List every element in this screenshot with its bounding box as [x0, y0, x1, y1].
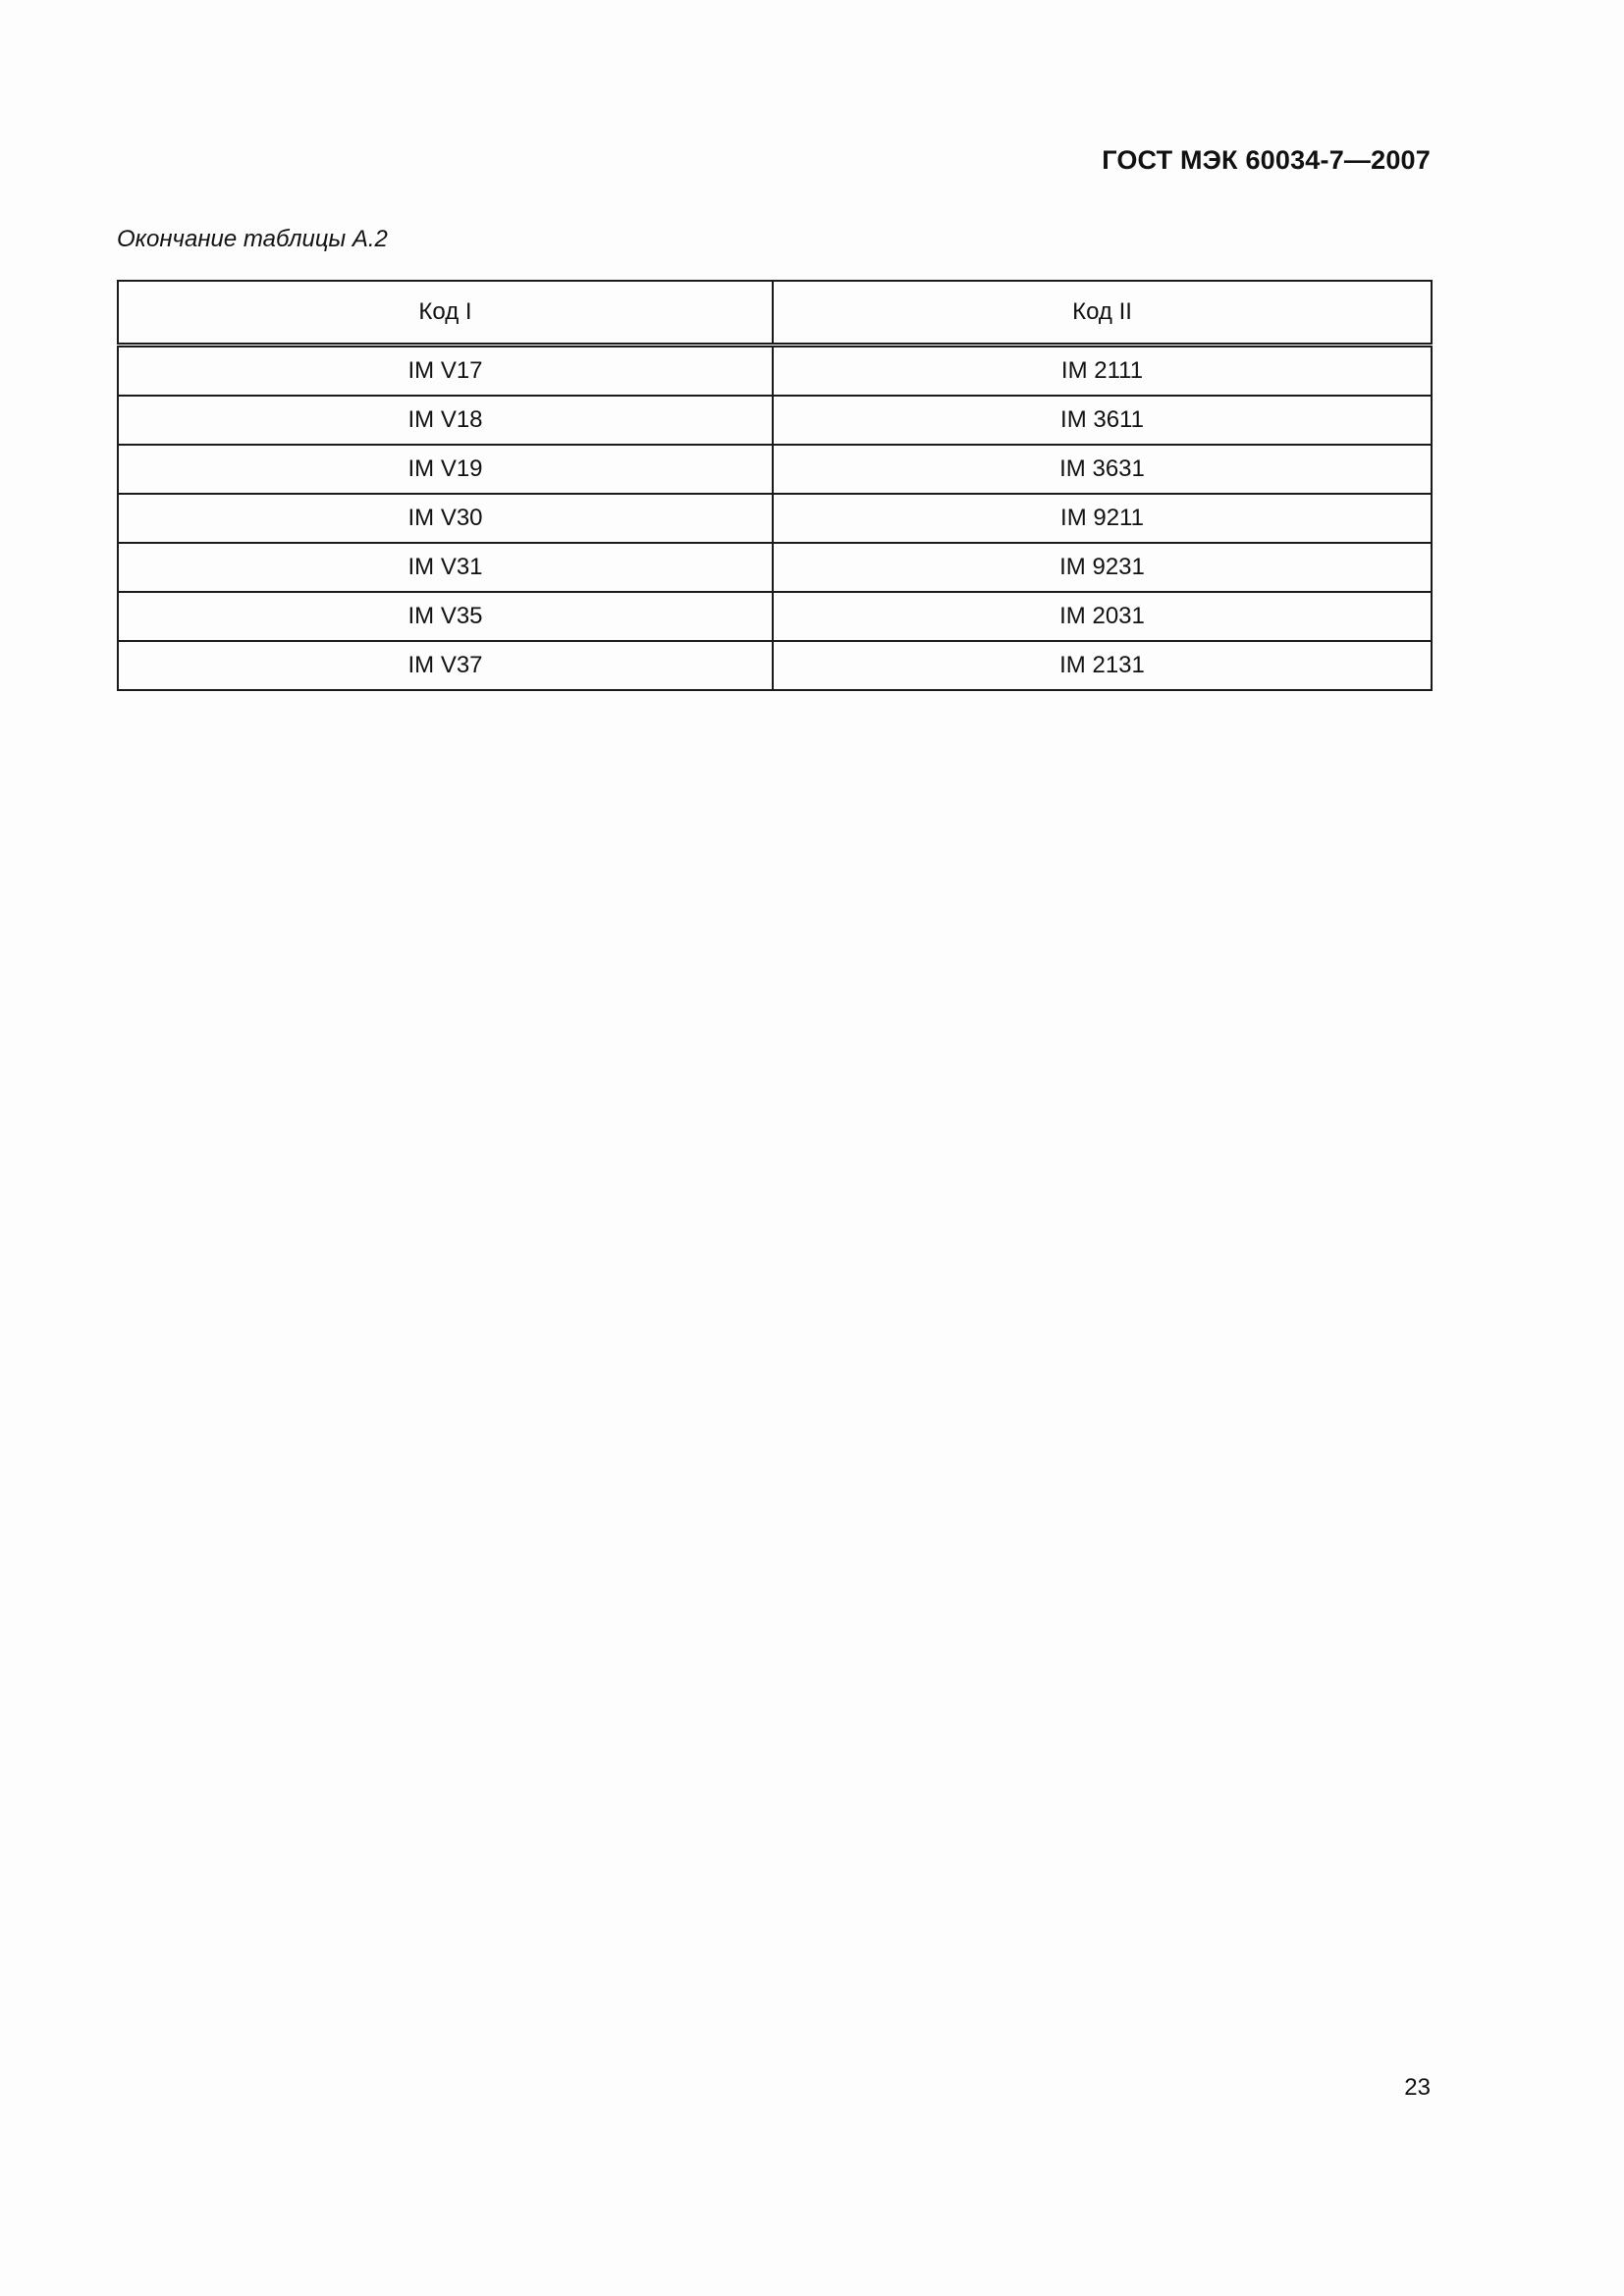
- page-number: 23: [1404, 2074, 1431, 2101]
- table-cell: IM V35: [118, 592, 773, 641]
- table-header-row: [118, 281, 1432, 346]
- table-cell: IM 2111: [773, 346, 1432, 397]
- table-row: [118, 543, 1432, 592]
- table-cell: IM 2031: [773, 592, 1432, 641]
- table-cell: IM V18: [118, 396, 773, 445]
- table-cell: IM V17: [118, 346, 773, 397]
- table-row: [118, 494, 1432, 543]
- table-cell: IM 3631: [773, 445, 1432, 494]
- table-cell: IM V37: [118, 641, 773, 690]
- code-table: [117, 280, 1433, 691]
- table-cell: IM V31: [118, 543, 773, 592]
- table-row: [118, 592, 1432, 641]
- column-header-code-1: Код I: [118, 281, 773, 346]
- table-cell: IM V30: [118, 494, 773, 543]
- column-header-code-2: Код II: [773, 281, 1432, 346]
- document-header: ГОСТ МЭК 60034-7—2007: [1102, 145, 1431, 175]
- table-cell: IM V19: [118, 445, 773, 494]
- table-cell: IM 3611: [773, 396, 1432, 445]
- table-cell: IM 2131: [773, 641, 1432, 690]
- table-row: [118, 346, 1432, 397]
- table-row: [118, 396, 1432, 445]
- table-row: [118, 445, 1432, 494]
- table-cell: IM 9231: [773, 543, 1432, 592]
- table-row: [118, 641, 1432, 690]
- table-caption: Окончание таблицы А.2: [117, 226, 388, 252]
- table-cell: IM 9211: [773, 494, 1432, 543]
